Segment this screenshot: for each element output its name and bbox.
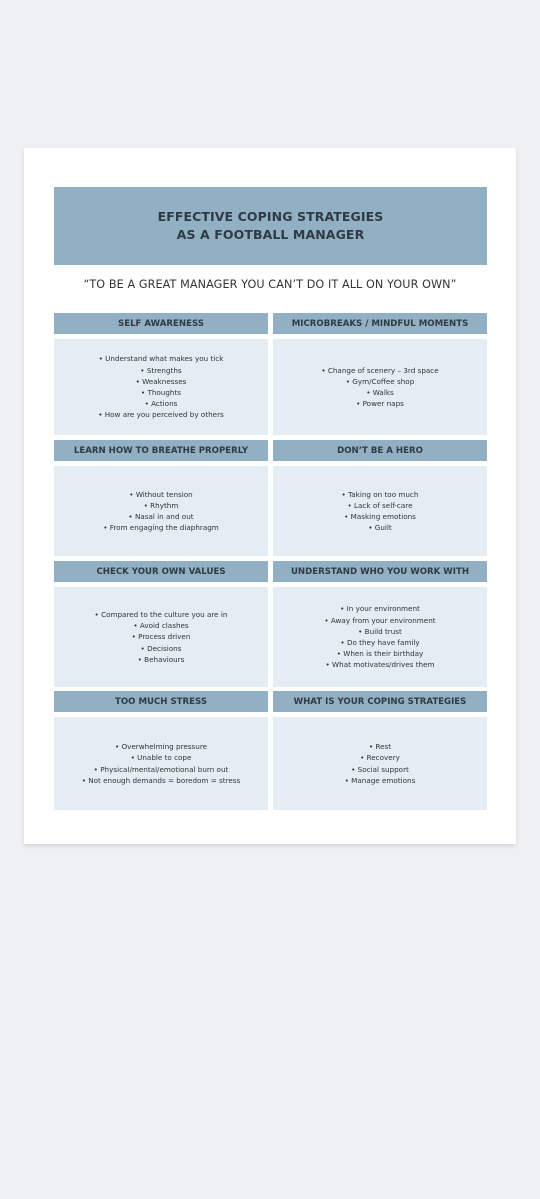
section-body-self-awareness: [54, 339, 268, 435]
bullet-item: • Understand what makes you tick: [98, 353, 224, 364]
bullet-item: • Build trust: [324, 626, 435, 637]
bullet-item: • Thoughts: [98, 387, 224, 398]
bullet-item: • Manage emotions: [345, 775, 416, 786]
bullet-item: • Guilt: [342, 522, 419, 533]
bullet-item: • Walks: [321, 387, 438, 398]
bullet-item: • Rhythm: [103, 500, 219, 511]
bullet-item: • What motivates/drives them: [324, 659, 435, 670]
bullet-item: • Strengths: [98, 365, 224, 376]
bullet-item: • Away from your environment: [324, 615, 435, 626]
bullet-item: • Power naps: [321, 398, 438, 409]
section-body-what-is-your-coping-strategies: [273, 717, 487, 810]
title-line-1: EFFECTIVE COPING STRATEGIES: [157, 209, 384, 224]
bullet-list: [324, 603, 435, 670]
section-body-don-t-be-a-hero: [273, 466, 487, 556]
bullet-item: • Physical/mental/emotional burn out: [82, 764, 241, 775]
bullet-item: • Not enough demands = boredom = stress: [82, 775, 241, 786]
bullet-list: [82, 741, 241, 786]
section-heading-what-is-your-coping-strategies: WHAT IS YOUR COPING STRATEGIES: [273, 691, 487, 712]
section-body-learn-how-to-breathe-properly: [54, 466, 268, 556]
bullet-item: • Behaviours: [95, 654, 228, 665]
section-body-too-much-stress: [54, 717, 268, 810]
bullet-item: • From engaging the diaphragm: [103, 522, 219, 533]
section-body-check-your-own-values: [54, 587, 268, 687]
bullet-item: • Avoid clashes: [95, 620, 228, 631]
section-body-understand-who-you-work-with: [273, 587, 487, 687]
bullet-list: [95, 609, 228, 665]
bullet-item: • Decisions: [95, 643, 228, 654]
bullet-item: • Rest: [345, 741, 416, 752]
document-page: [24, 148, 516, 844]
bullet-list: [98, 353, 224, 420]
bullet-item: • Overwhelming pressure: [82, 741, 241, 752]
bullet-item: • Gym/Coffee shop: [321, 376, 438, 387]
section-heading-learn-how-to-breathe-properly: LEARN HOW TO BREATHE PROPERLY: [54, 440, 268, 461]
bullet-item: • Social support: [345, 764, 416, 775]
bullet-item: • Process driven: [95, 631, 228, 642]
title-banner: [54, 187, 487, 265]
bullet-list: [345, 741, 416, 786]
bullet-list: [321, 365, 438, 410]
quote-text: “TO BE A GREAT MANAGER YOU CAN’T DO IT ALL ON YOUR OWN”: [83, 278, 457, 291]
bullet-list: [103, 489, 219, 534]
section-heading-self-awareness: SELF AWARENESS: [54, 313, 268, 334]
bullet-item: • How are you perceived by others: [98, 409, 224, 420]
bullet-item: • Nasal in and out: [103, 511, 219, 522]
bullet-item: • When is their birthday: [324, 648, 435, 659]
bullet-item: • Compared to the culture you are in: [95, 609, 228, 620]
bullet-item: • In your environment: [324, 603, 435, 614]
bullet-item: • Weaknesses: [98, 376, 224, 387]
section-heading-don-t-be-a-hero: DON’T BE A HERO: [273, 440, 487, 461]
bullet-item: • Without tension: [103, 489, 219, 500]
section-heading-understand-who-you-work-with: UNDERSTAND WHO YOU WORK WITH: [273, 561, 487, 582]
bullet-item: • Lack of self-care: [342, 500, 419, 511]
section-heading-too-much-stress: TOO MUCH STRESS: [54, 691, 268, 712]
bullet-item: • Taking on too much: [342, 489, 419, 500]
section-heading-microbreaks-mindful-moments: MICROBREAKS / MINDFUL MOMENTS: [273, 313, 487, 334]
bullet-item: • Recovery: [345, 752, 416, 763]
title-line-2: AS A FOOTBALL MANAGER: [176, 227, 365, 242]
bullet-list: [342, 489, 419, 534]
bullet-item: • Unable to cope: [82, 752, 241, 763]
bullet-item: • Change of scenery – 3rd space: [321, 365, 438, 376]
bullet-item: • Actions: [98, 398, 224, 409]
bullet-item: • Masking emotions: [342, 511, 419, 522]
section-heading-check-your-own-values: CHECK YOUR OWN VALUES: [54, 561, 268, 582]
section-body-microbreaks-mindful-moments: [273, 339, 487, 435]
bullet-item: • Do they have family: [324, 637, 435, 648]
